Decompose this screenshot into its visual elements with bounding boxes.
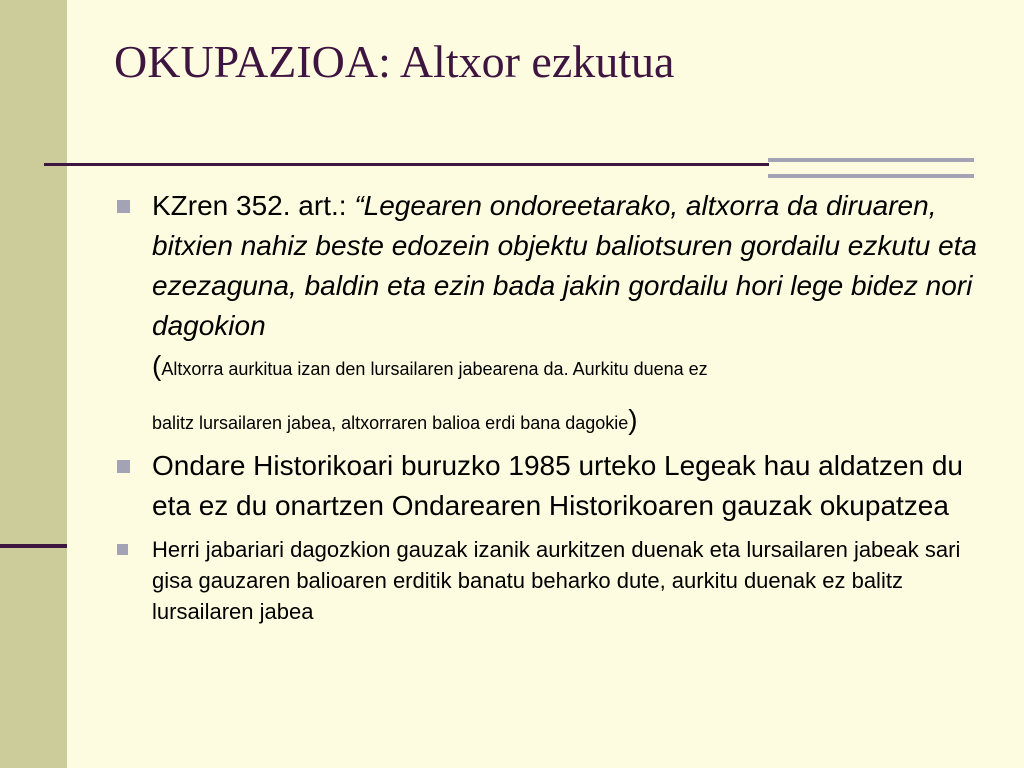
slide-title: OKUPAZIOA: Altxor ezkutua — [114, 36, 675, 87]
bullet-text: Ondare Historikoari buruzko 1985 urteko Legeak hau aldatzen du eta ez du onartzen Ondarearen Historikoaren gauzak okupatzea — [152, 450, 963, 521]
article-note-line-2: balitz lursailaren jabea, altxorraren balioa erdi bana dagokie — [152, 413, 629, 433]
paren-open: ( — [152, 350, 162, 381]
paren-close: ) — [628, 404, 638, 435]
square-bullet-icon — [117, 200, 130, 213]
bullet-item — [110, 186, 980, 440]
divider-bar-bottom — [768, 174, 974, 178]
square-bullet-icon — [117, 460, 130, 473]
bullet-text: Herri jabariari dagozkion gauzak izanik aurkitzen duenak eta lursailaren jabeak sari gisa gauzaren balioaren erditik banatu beharko dute, aurkitu duenak ez balitz lursailaren jabea — [152, 537, 961, 624]
square-bullet-icon — [117, 544, 128, 555]
bullet-item — [110, 446, 980, 526]
left-accent-bar — [0, 544, 67, 548]
title-divider-double-bar — [768, 158, 974, 178]
article-reference: KZren 352. art.: — [152, 190, 355, 221]
title-divider-line — [44, 163, 769, 166]
bullet-item — [110, 534, 980, 627]
article-note-line-1: Altxorra aurkitua izan den lursailaren jabearena da. Aurkitu duena ez — [161, 359, 708, 379]
divider-bar-top — [768, 158, 974, 162]
article-quote: “Legearen ondoreetarako, altxorra da diruaren, bitxien nahiz beste edozein objektu baliotsuren gordailu ezkutu eta ezezaguna, baldin eta ezin bada jakin gordailu hori lege bidez nori dagokion — [152, 190, 978, 341]
bullet-list — [110, 186, 980, 627]
left-decorative-band — [0, 0, 67, 768]
